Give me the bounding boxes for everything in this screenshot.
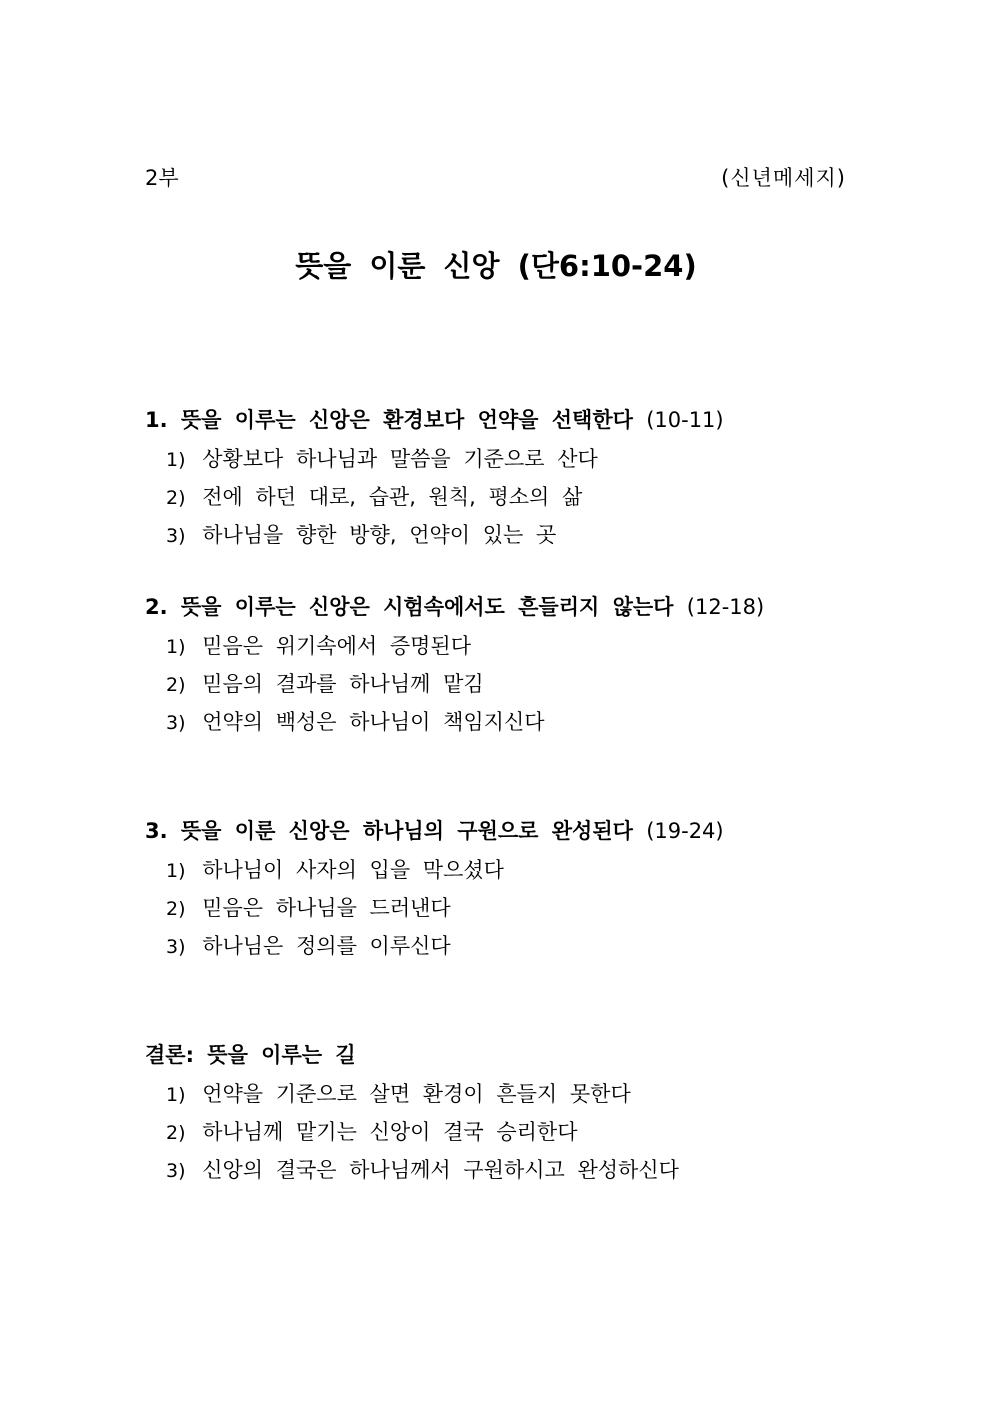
- section-heading-text: 결론: 뜻을 이루는 길: [145, 1043, 356, 1067]
- list-item: [145, 479, 865, 517]
- item-number: 2): [166, 898, 186, 920]
- verse-reference: (12-18): [686, 595, 765, 619]
- item-number: 2): [166, 674, 186, 696]
- section-heading-text: 3. 뜻을 이룬 신앙은 하나님의 구원으로 완성된다: [145, 819, 633, 843]
- item-number: 1): [166, 1084, 186, 1106]
- list-item: [145, 1114, 865, 1152]
- item-text: 하나님께 맡기는 신앙이 결국 승리한다: [202, 1120, 578, 1144]
- section-heading-text: 1. 뜻을 이루는 신앙은 환경보다 언약을 선택한다: [145, 408, 633, 432]
- item-text: 상황보다 하나님과 말씀을 기준으로 산다: [202, 447, 598, 471]
- list-item: [145, 666, 865, 704]
- item-number: 3): [166, 1160, 186, 1182]
- list-item: [145, 1152, 865, 1190]
- item-number: 1): [166, 636, 186, 658]
- item-text: 믿음의 결과를 하나님께 맡김: [202, 672, 484, 696]
- message-type-label: (신년메세지): [721, 166, 846, 190]
- point-list: [145, 441, 865, 555]
- item-number: 2): [166, 1122, 186, 1144]
- section-2: [145, 592, 865, 742]
- list-item: [145, 441, 865, 479]
- section-heading: [145, 1040, 865, 1070]
- item-number: 1): [166, 449, 186, 471]
- item-text: 하나님이 사자의 입을 막으셨다: [202, 858, 504, 882]
- point-list: [145, 628, 865, 742]
- sermon-title: 뜻을 이룬 신앙 (단6:10-24): [295, 249, 697, 283]
- item-number: 3): [166, 712, 186, 734]
- item-number: 3): [166, 525, 186, 547]
- section-3: [145, 816, 865, 966]
- verse-reference: (19-24): [646, 819, 724, 843]
- section-1: [145, 405, 865, 555]
- verse-reference: (10-11): [646, 408, 724, 432]
- list-item: [145, 928, 865, 966]
- item-number: 2): [166, 487, 186, 509]
- item-text: 하나님을 향한 방향, 언약이 있는 곳: [202, 523, 557, 547]
- list-item: [145, 1076, 865, 1114]
- list-item: [145, 628, 865, 666]
- section-heading: [145, 816, 865, 846]
- point-list: [145, 1076, 865, 1190]
- item-text: 언약의 백성은 하나님이 책임지신다: [202, 710, 545, 734]
- item-text: 신앙의 결국은 하나님께서 구원하시고 완성하신다: [202, 1158, 679, 1182]
- item-text: 믿음은 위기속에서 증명된다: [202, 634, 471, 658]
- conclusion-section: [145, 1040, 865, 1190]
- section-heading: [145, 405, 865, 435]
- part-label: 2부: [145, 166, 179, 190]
- list-item: [145, 517, 865, 555]
- section-heading: [145, 592, 865, 622]
- item-number: 1): [166, 860, 186, 882]
- point-list: [145, 852, 865, 966]
- list-item: [145, 852, 865, 890]
- item-text: 믿음은 하나님을 드러낸다: [202, 896, 451, 920]
- item-number: 3): [166, 936, 186, 958]
- list-item: [145, 704, 865, 742]
- list-item: [145, 890, 865, 928]
- section-heading-text: 2. 뜻을 이루는 신앙은 시험속에서도 흔들리지 않는다: [145, 595, 674, 619]
- item-text: 하나님은 정의를 이루신다: [202, 934, 451, 958]
- item-text: 언약을 기준으로 살면 환경이 흔들지 못한다: [202, 1082, 631, 1106]
- item-text: 전에 하던 대로, 습관, 원칙, 평소의 삶: [202, 485, 583, 509]
